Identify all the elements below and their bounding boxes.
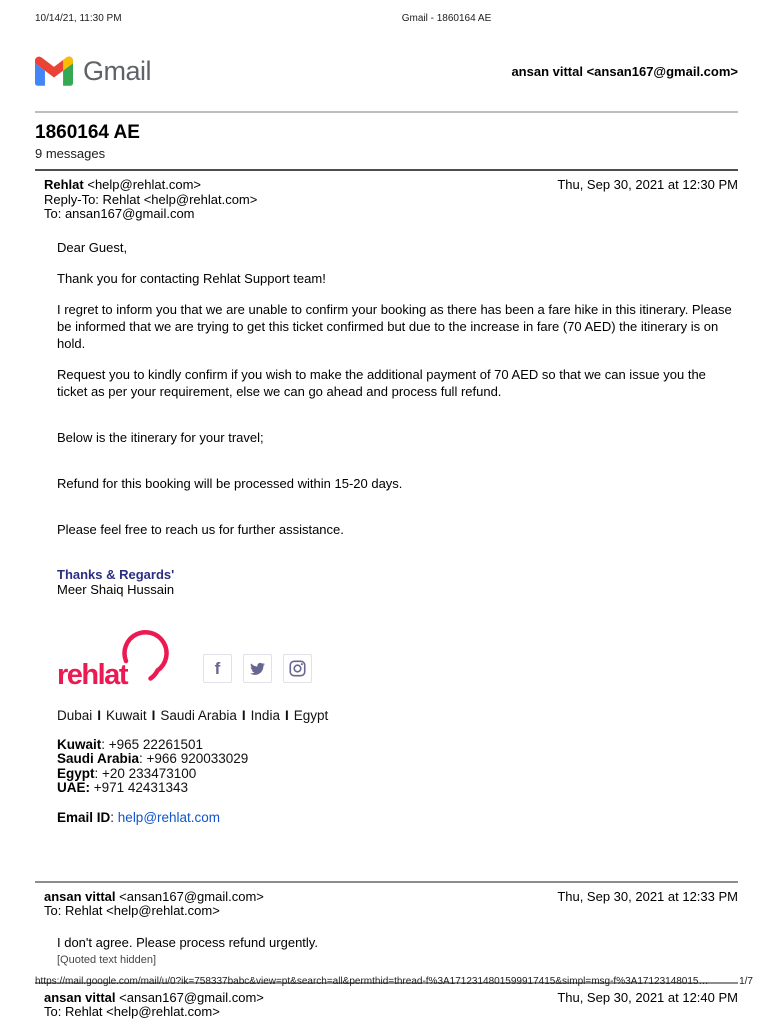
email-id-label: Email ID (57, 809, 111, 825)
facebook-f-glyph: f (214, 659, 221, 678)
phone-label: Saudi Arabia (57, 751, 140, 767)
message-2-date: Thu, Sep 30, 2021 at 12:33 PM (557, 888, 738, 904)
signature-phones (57, 738, 738, 796)
to-line: To: Rehlat <help@rehlat.com> (44, 1004, 220, 1020)
location-item: Dubai (57, 707, 93, 723)
print-timestamp: 10/14/21, 11:30 PM (35, 13, 122, 24)
to-line: To: Rehlat <help@rehlat.com> (44, 903, 220, 919)
email-link[interactable]: help@rehlat.com (117, 809, 221, 825)
signature-email-row (57, 810, 738, 825)
phone-row-kuwait (57, 738, 738, 753)
phone-label: UAE: (57, 780, 90, 796)
body-paragraph: Refund for this booking will be processed within 15-20 days. (57, 475, 403, 491)
message-3-date: Thu, Sep 30, 2021 at 12:40 PM (557, 989, 738, 1005)
phone-number: : +20 233473100 (94, 765, 197, 781)
twitter-bird-icon (249, 660, 266, 677)
location-item: Saudi Arabia (160, 707, 237, 723)
message-1-date: Thu, Sep 30, 2021 at 12:30 PM (557, 177, 738, 192)
reply-to-line: Reply-To: Rehlat <help@rehlat.com> (44, 191, 258, 207)
email-id-separator: : (110, 809, 118, 825)
phone-number: +971 42431343 (90, 780, 188, 796)
message-1 (35, 178, 738, 825)
sender-line (44, 991, 264, 1006)
footer-page-number: 1/7 (739, 976, 753, 987)
divider-message (35, 881, 738, 883)
phone-label: Kuwait (57, 736, 102, 752)
location-separator: I (97, 707, 102, 723)
location-item: India (250, 707, 280, 723)
body-paragraph: Below is the itinerary for your travel; (57, 429, 264, 445)
message-1-addressing (44, 178, 257, 222)
rehlat-swoosh-icon (115, 627, 169, 683)
divider-thread (35, 169, 738, 171)
message-2-body: I don't agree. Please process refund urgently. (57, 934, 318, 950)
gmail-m-icon (35, 57, 73, 86)
print-page-title: Gmail - 1860164 AE (401, 13, 492, 24)
social-links (203, 654, 312, 683)
message-2 (35, 890, 738, 966)
print-footer (35, 976, 753, 987)
message-2-header (35, 890, 738, 919)
print-meta-bar (35, 0, 738, 26)
body-paragraph: Dear Guest, (57, 239, 128, 255)
signature-logo-row (57, 630, 738, 692)
message-3-header (35, 991, 738, 1020)
body-paragraph: Please feel free to reach us for further assistance. (57, 521, 344, 537)
sender-address: <ansan167@gmail.com> (115, 888, 264, 904)
gmail-logo (35, 56, 151, 87)
sender-line (44, 890, 264, 905)
location-item: Kuwait (106, 707, 147, 723)
location-item: Egypt (293, 707, 329, 723)
body-paragraph: Thank you for contacting Rehlat Support team! (57, 270, 326, 286)
phone-label: Egypt (57, 765, 95, 781)
signature-regards: Thanks & Regards' (57, 566, 175, 582)
signature-locations (57, 708, 738, 723)
message-3 (35, 991, 738, 1020)
divider-top (35, 111, 738, 113)
facebook-icon[interactable] (203, 654, 232, 683)
sender-name: ansan vittal (44, 989, 116, 1005)
instagram-icon[interactable] (283, 654, 312, 683)
quoted-text-hidden-note: [Quoted text hidden] (57, 953, 157, 966)
gmail-wordmark: Gmail (83, 56, 152, 86)
rehlat-wordmark: rehlat (57, 658, 127, 691)
location-separator: I (241, 707, 246, 723)
sender-name: Rehlat (44, 177, 84, 192)
location-separator: I (284, 707, 289, 723)
twitter-icon[interactable] (243, 654, 272, 683)
thread-subject: 1860164 AE (35, 122, 140, 143)
instagram-camera-icon (289, 660, 306, 677)
sender-name: ansan vittal (44, 888, 116, 904)
sender-address: <help@rehlat.com> (83, 177, 201, 192)
message-1-header (35, 178, 738, 222)
location-separator: I (151, 707, 156, 723)
thread-message-count: 9 messages (35, 146, 106, 161)
rehlat-logo (57, 630, 171, 692)
phone-number: : +966 920033029 (139, 751, 249, 767)
message-2-addressing (44, 890, 264, 919)
message-1-body (57, 239, 738, 597)
signature-name: Meer Shaiq Hussain (57, 581, 175, 597)
phone-number: : +965 22261501 (101, 736, 203, 752)
message-3-addressing (44, 991, 264, 1020)
footer-url: https://mail.google.com/mail/u/0?ik=758337babc&view=pt&search=all&permthid=thread-f%3A1712314801599917415&simpl=msg-f%3A17123148015… (35, 976, 709, 987)
phone-row-uae (57, 781, 738, 796)
gmail-header (35, 56, 738, 87)
body-paragraph: Request you to kindly confirm if you wish to make the additional payment of 70 AED so that we can issue you the ticket as per your requirement, else we can go ahead and process full refund. (57, 366, 706, 399)
body-paragraph: I regret to inform you that we are unable to confirm your booking as there has been a fare hike in this itinerary. Please be informed that we are trying to get this ticket confirmed but due to the increase in fare (70 AED) the itinerary is on hold. (57, 301, 732, 351)
sender-address: <ansan167@gmail.com> (115, 989, 264, 1005)
account-email: ansan vittal <ansan167@gmail.com> (511, 64, 738, 79)
sender-line (44, 178, 257, 193)
phone-row-saudi-arabia (57, 752, 738, 767)
to-line: To: ansan167@gmail.com (44, 206, 195, 221)
phone-row-egypt (57, 767, 738, 782)
